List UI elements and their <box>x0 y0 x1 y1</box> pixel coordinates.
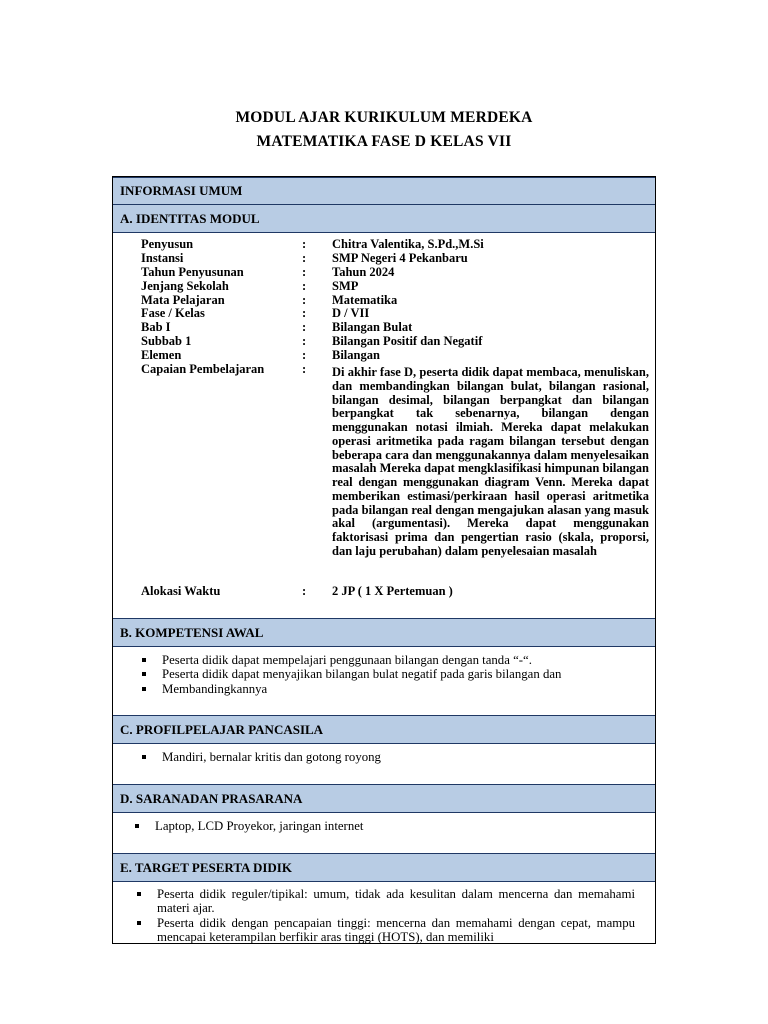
kompetensi-awal-section <box>113 647 655 715</box>
identitas-label: Elemen <box>141 348 182 362</box>
colon: : <box>302 237 307 251</box>
identitas-label: Mata Pelajaran <box>141 293 225 307</box>
sarana-list <box>133 819 633 833</box>
identitas-value: Chitra Valentika, S.Pd.,M.Si <box>332 237 484 251</box>
sarana-prasarana-header <box>113 784 655 813</box>
alokasi-label: Alokasi Waktu <box>141 584 221 598</box>
identitas-value: SMP Negeri 4 Pekanbaru <box>332 251 468 265</box>
colon: : <box>302 293 307 307</box>
list-item: Peserta didik reguler/tipikal: umum, tidak ada kesulitan dalam mencerna dan memahami materi ajar. <box>135 887 635 916</box>
target-peserta-label: E. TARGET PESERTA DIDIK <box>120 859 292 875</box>
identitas-label: Subbab 1 <box>141 334 192 348</box>
identitas-label: Jenjang Sekolah <box>141 279 229 293</box>
identitas-value: D / VII <box>332 306 370 320</box>
identitas-value: Matematika <box>332 293 398 307</box>
colon: : <box>302 265 307 279</box>
colon: : <box>302 251 307 265</box>
list-item: Laptop, LCD Proyekor, jaringan internet <box>133 819 633 833</box>
identitas-label: Bab I <box>141 320 171 334</box>
capaian-label: Capaian Pembelajaran <box>141 362 265 376</box>
identitas-value: Bilangan <box>332 348 380 362</box>
identitas-label: Penyusun <box>141 237 194 251</box>
informasi-umum-header <box>113 177 655 205</box>
colon: : <box>302 334 307 348</box>
module-info-table <box>112 176 656 944</box>
sarana-prasarana-section <box>113 813 655 853</box>
profil-pelajar-header <box>113 715 655 744</box>
colon: : <box>302 279 307 293</box>
alokasi-value: 2 JP ( 1 X Pertemuan ) <box>332 584 453 598</box>
colon: : <box>302 362 307 376</box>
identitas-label: Fase / Kelas <box>141 306 205 320</box>
target-list <box>135 887 635 944</box>
profil-list <box>140 750 640 764</box>
colon: : <box>302 306 307 320</box>
list-item: Mandiri, bernalar kritis dan gotong royong <box>140 750 640 764</box>
list-item: Peserta didik dengan pencapaian tinggi: mencerna dan memahami dengan cepat, mampu mencapai keterampilan berfikir aras tinggi (HOTS), dan memiliki <box>135 916 635 944</box>
sarana-prasarana-label: D. SARANADAN PRASARANA <box>120 790 303 806</box>
identitas-label: Tahun Penyusunan <box>141 265 244 279</box>
document-title-line-1: MODUL AJAR KURIKULUM MERDEKA <box>235 109 533 126</box>
identitas-modul-section <box>113 233 655 619</box>
kompetensi-list <box>140 653 640 696</box>
identitas-label: Instansi <box>141 251 184 265</box>
colon: : <box>302 348 307 362</box>
list-item: Peserta didik dapat mempelajari penggunaan bilangan dengan tanda “-“. <box>140 653 640 667</box>
target-peserta-section <box>113 882 655 944</box>
kompetensi-awal-header <box>113 618 655 647</box>
identitas-modul-header <box>113 204 655 233</box>
identitas-value: Bilangan Bulat <box>332 320 413 334</box>
target-peserta-header <box>113 853 655 882</box>
colon: : <box>302 320 307 334</box>
identitas-value: SMP <box>332 279 359 293</box>
document-title-line-2: MATEMATIKA FASE D KELAS VII <box>256 133 512 150</box>
profil-pelajar-section <box>113 744 655 784</box>
capaian-pembelajaran-text: Di akhir fase D, peserta didik dapat membaca, menuliskan, dan membandingkan bilangan bulat, bilangan rasional, bilangan desimal, bilangan berpangkat dan bilangan berpangkat tak sebenarnya, bilangan dengan menggunakan notasi ilmiah. Mereka dapat melakukan operasi aritmetika pada ragam bilangan tersebut dengan beberapa cara dan menggunakannya dalam menyelesaikan masalah Mereka dapat mengklasifikasi himpunan bilangan real dengan menggunakan diagram Venn. Mereka dapat memberikan estimasi/perkiraan hasil operasi aritmetika pada bilangan real dengan mengajukan alasan yang masuk akal (argumentasi). Mereka dapat menggunakan faktorisasi prima dan pengertian rasio (skala, proporsi, dan laju perubahan) dalam penyelesaian masalah <box>332 365 649 558</box>
identitas-value: Bilangan Positif dan Negatif <box>332 334 483 348</box>
identitas-value: Tahun 2024 <box>332 265 395 279</box>
identitas-modul-label: A. IDENTITAS MODUL <box>120 210 260 226</box>
profil-pelajar-label: C. PROFILPELAJAR PANCASILA <box>120 721 324 737</box>
list-item: Peserta didik dapat menyajikan bilangan bulat negatif pada garis bilangan dan <box>140 667 640 681</box>
list-item: Membandingkannya <box>140 682 640 696</box>
kompetensi-awal-label: B. KOMPETENSI AWAL <box>120 624 264 640</box>
colon: : <box>302 584 307 598</box>
informasi-umum-label: INFORMASI UMUM <box>120 183 243 198</box>
